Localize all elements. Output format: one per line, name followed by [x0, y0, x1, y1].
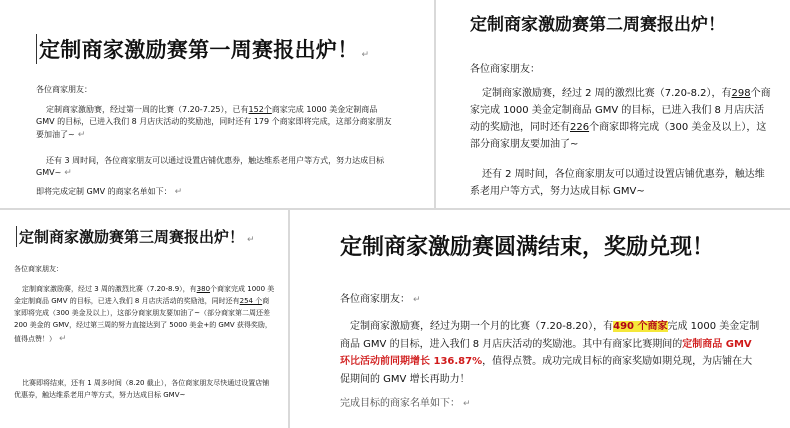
- week2-count-complete: 298: [731, 88, 751, 99]
- final-text-mid: 完成 1000 美金定制商品 GMV 的目标，进入我们 8 月店庆活动的奖励池。其中有商家比赛期间的: [340, 321, 760, 350]
- week2-text-post: 个商家即将完成（300 美金及以上），这部分商家朋友要加油了~: [470, 122, 767, 150]
- week3-title: [16, 226, 255, 247]
- paragraph-mark-icon: ↵: [59, 333, 67, 344]
- week1-paragraph-2: [36, 155, 396, 181]
- week2-text-mid: 个商家完成 1000 美金定制商品 GMV 的目标，已进入我们 8 月店庆活动的奖励池，同时还有: [470, 88, 771, 133]
- paragraph-mark-icon: ↵: [64, 168, 72, 179]
- paragraph-mark-icon: ↵: [174, 187, 183, 197]
- week3-text-mid: 个商家完成 1000 美金定制商品 GMV 的目标，已进入我们 8 月店庆活动的奖励池，同时还有: [14, 285, 275, 305]
- paragraph-mark-icon: ↵: [247, 235, 255, 245]
- week3-title-text: 定制商家激励赛第三周赛报出炉！: [19, 228, 245, 246]
- final-report-panel: [290, 210, 790, 428]
- final-text-pre: 定制商家激励赛，经过为期一个月的比赛（7.20-8.20），有: [350, 321, 614, 332]
- week3-greeting: 各位商家朋友：: [14, 265, 63, 273]
- week3-count-complete: 380: [196, 285, 211, 293]
- week1-footer-text: 即将完成定制 GMV 的商家名单如下：: [36, 187, 172, 196]
- final-text-post: ，值得点赞。成功完成目标的商家奖励如期兑现，为店铺在大促期间的 GMV 增长再助力！: [340, 356, 753, 385]
- week3-text-pre: 定制商家激励赛，经过 3 周的激烈比赛（7.20-8.9），有: [22, 285, 197, 293]
- week2-paragraph-2: 还有 2 周时间，各位商家朋友可以通过设置店铺优惠券，触达维系老用户等方式，努力达成目标 GMV~: [470, 169, 765, 197]
- week2-title: 定制商家激励赛第二周赛报出炉！: [470, 15, 725, 35]
- week1-text-2: 还有 3 周时间，各位商家朋友可以通过设置店铺优惠券，触达维系老用户等方式，努力达成目标 GMV~: [36, 156, 385, 178]
- paragraph-mark-icon: ↵: [77, 129, 86, 140]
- final-highlight-count: 490 个商家: [613, 321, 668, 332]
- week2-greeting: 各位商家朋友：: [470, 64, 540, 75]
- week1-paragraph-1: [36, 104, 396, 143]
- week1-text-pre: 定制商家激励赛，经过第一周的比赛（7.20-7.25），已有: [46, 105, 249, 114]
- week3-count-pending: 254 个: [239, 296, 263, 305]
- paragraph-mark-icon: ↵: [413, 295, 421, 305]
- paragraph-mark-icon: ↵: [361, 50, 370, 60]
- week1-title: [36, 34, 369, 64]
- week2-paragraph-1: [470, 85, 774, 153]
- week1-text-post: 商家完成 1000 美金定制商品 GMV 的目标，已进入我们 8 月店庆活动的奖励池，同时还有 179 个商家即将完成，这部分商家朋友要加油了~: [36, 105, 392, 139]
- final-list-heading: [340, 396, 471, 412]
- final-greeting: [340, 292, 421, 308]
- week1-list-heading: [36, 186, 182, 200]
- week3-paragraph-2: 比赛即将结束，还有 1 周多时间（8.20 截止），各位商家朋友尽快通过设置店铺优惠券，触达维系老用户等方式，努力达成目标 GMV~: [14, 379, 270, 399]
- final-paragraph-1: [340, 318, 760, 388]
- week1-report-panel: [0, 0, 434, 208]
- week1-count: 152个: [248, 105, 272, 114]
- week2-count-pending: 226: [570, 122, 590, 133]
- final-growth-highlight: 定制商品 GMV 环比活动前同期增长 136.87%: [340, 338, 752, 367]
- final-title: 定制商家激励赛圆满结束，奖励兑现！: [340, 235, 715, 260]
- final-footer-text: 完成目标的商家名单如下：: [340, 398, 460, 409]
- week3-report-panel: [0, 210, 288, 428]
- week1-title-text: 定制商家激励赛第一周赛报出炉！: [39, 38, 359, 62]
- paragraph-mark-icon: ↵: [463, 399, 471, 409]
- week2-text-pre: 定制商家激励赛，经过 2 周的激烈比赛（7.20-8.2），有: [482, 88, 732, 99]
- week3-text-post: 商家即将完成（300 美金及以上），这部分商家朋友要加油了~（部分商家第二周还差 200 美金的 GMV，经过第三周的努力直接达到了 5000 美金+的 GMV 获得奖励，值得点赞！）: [14, 296, 272, 343]
- week2-report-panel: [436, 0, 790, 208]
- week1-greeting: 各位商家朋友：: [36, 85, 92, 94]
- week3-paragraph-1: [14, 284, 276, 347]
- final-greeting-text: 各位商家朋友：: [340, 294, 410, 305]
